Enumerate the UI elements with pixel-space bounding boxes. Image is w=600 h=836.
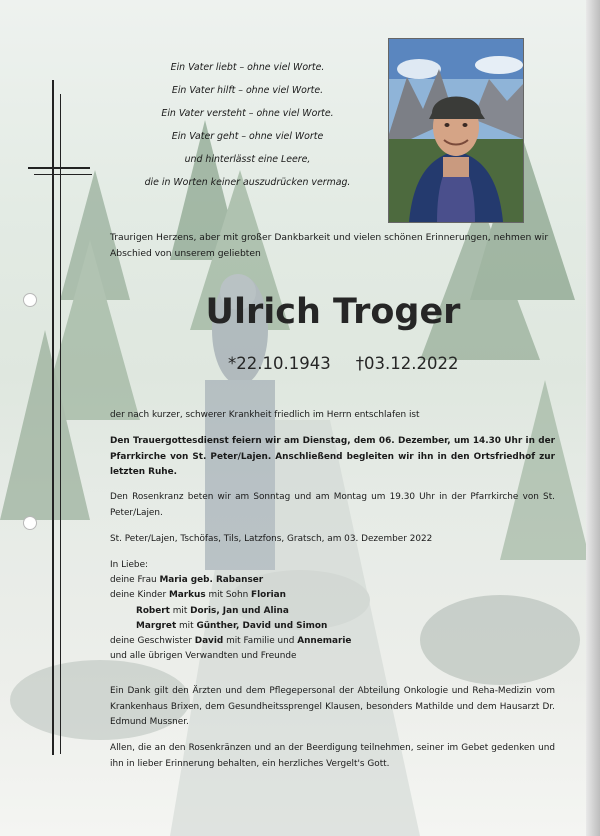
poem-line: und hinterlässt eine Leere, bbox=[184, 154, 311, 166]
cross-icon-beam bbox=[28, 167, 90, 169]
portrait-image bbox=[389, 39, 523, 222]
mourner-name: Markus bbox=[168, 590, 206, 601]
mourner-name: Robert bbox=[136, 605, 170, 616]
mourner-siblings bbox=[110, 634, 351, 649]
punch-hole-bottom bbox=[23, 516, 37, 530]
poem-line: Ein Vater hilft – ohne viel Worte. bbox=[171, 85, 324, 97]
mourner-text: mit bbox=[176, 620, 197, 631]
mourner-text: mit Sohn bbox=[205, 590, 252, 601]
poem-line: die in Worten keiner auszudrücken vermag. bbox=[144, 177, 351, 189]
intro-text: Traurigen Herzens, aber mit großer Dankbarkeit und vielen schönen Erinnerungen, nehmen wir Abschied von unserem geliebten bbox=[110, 232, 549, 259]
passing-text: der nach kurzer, schwerer Krankheit friedlich im Herrn entschlafen ist bbox=[110, 410, 420, 420]
mourner-name: Günther, David und Simon bbox=[196, 620, 328, 631]
birth-date: *22.10.1943 bbox=[228, 354, 331, 373]
mourner-text: mit bbox=[169, 605, 191, 616]
poem-line: Ein Vater versteht – ohne viel Worte. bbox=[161, 108, 334, 120]
poem bbox=[120, 56, 375, 195]
death-date: †03.12.2022 bbox=[355, 354, 459, 373]
mourner-child bbox=[110, 604, 351, 619]
deceased-name: Ulrich Troger bbox=[205, 292, 461, 332]
poem-line: Ein Vater geht – ohne viel Worte bbox=[171, 131, 324, 143]
mourner-wife bbox=[110, 573, 351, 588]
mourner-name: Maria geb. Rabanser bbox=[159, 575, 264, 586]
mourner-name: David bbox=[194, 636, 224, 647]
poem-line: Ein Vater liebt – ohne viel Worte. bbox=[170, 62, 325, 73]
mourners-list bbox=[110, 558, 351, 664]
mourner-name: Margret bbox=[136, 620, 177, 631]
thanks-text: Ein Dank gilt den Ärzten und dem Pflegepersonal der Abteilung Onkologie und Reha-Medizin vom Krankenhaus Brixen, dem Gesundheitssprengel Klausen, besonders Mathilde und dem Hausarzt Dr. Edmund Mussner. bbox=[110, 686, 555, 727]
funeral-info: Den Trauergottesdienst feiern wir am Dienstag, dem 06. Dezember, um 14.30 Uhr in der Pfarrkirche von St. Peter/Lajen. Anschließend begleiten wir ihn in den Ortsfriedhof zur letzten Ruhe. bbox=[110, 436, 555, 477]
mourner-text: deine Frau bbox=[110, 575, 160, 586]
rosary-info: Den Rosenkranz beten wir am Sonntag und am Montag um 19.30 Uhr in der Pfarrkirche von St. Peter/Lajen. bbox=[110, 492, 555, 518]
life-dates bbox=[228, 354, 483, 373]
cross-icon-line bbox=[60, 94, 61, 754]
mourner-name: Annemarie bbox=[297, 636, 352, 647]
mourner-child bbox=[110, 619, 351, 634]
mourner-others: und alle übrigen Verwandten und Freunde bbox=[110, 651, 297, 662]
place-and-date: St. Peter/Lajen, Tschöfas, Tils, Latzfons, Gratsch, am 03. Dezember 2022 bbox=[110, 534, 433, 544]
punch-hole-top bbox=[23, 293, 37, 307]
mourner-name: Florian bbox=[251, 590, 286, 601]
closing-thanks: Allen, die an den Rosenkränzen und an der Beerdigung teilnehmen, seiner im Gebet gedenken und ihn in lieber Erinnerung behalten, ein herzliches Vergelt's Gott. bbox=[110, 743, 555, 769]
mourner-name: Doris, Jan und Alina bbox=[190, 605, 289, 616]
mourner-text: mit Familie und bbox=[223, 636, 298, 647]
mourner-text: deine Geschwister bbox=[110, 636, 195, 647]
paper-edge bbox=[586, 0, 600, 836]
cross-icon-beam-inner bbox=[34, 174, 92, 175]
mourner-text: deine Kinder bbox=[110, 590, 169, 601]
cross-icon bbox=[52, 80, 54, 755]
mourner-children bbox=[110, 588, 351, 603]
mourners-heading: In Liebe: bbox=[110, 560, 149, 570]
portrait-photo bbox=[388, 38, 524, 223]
